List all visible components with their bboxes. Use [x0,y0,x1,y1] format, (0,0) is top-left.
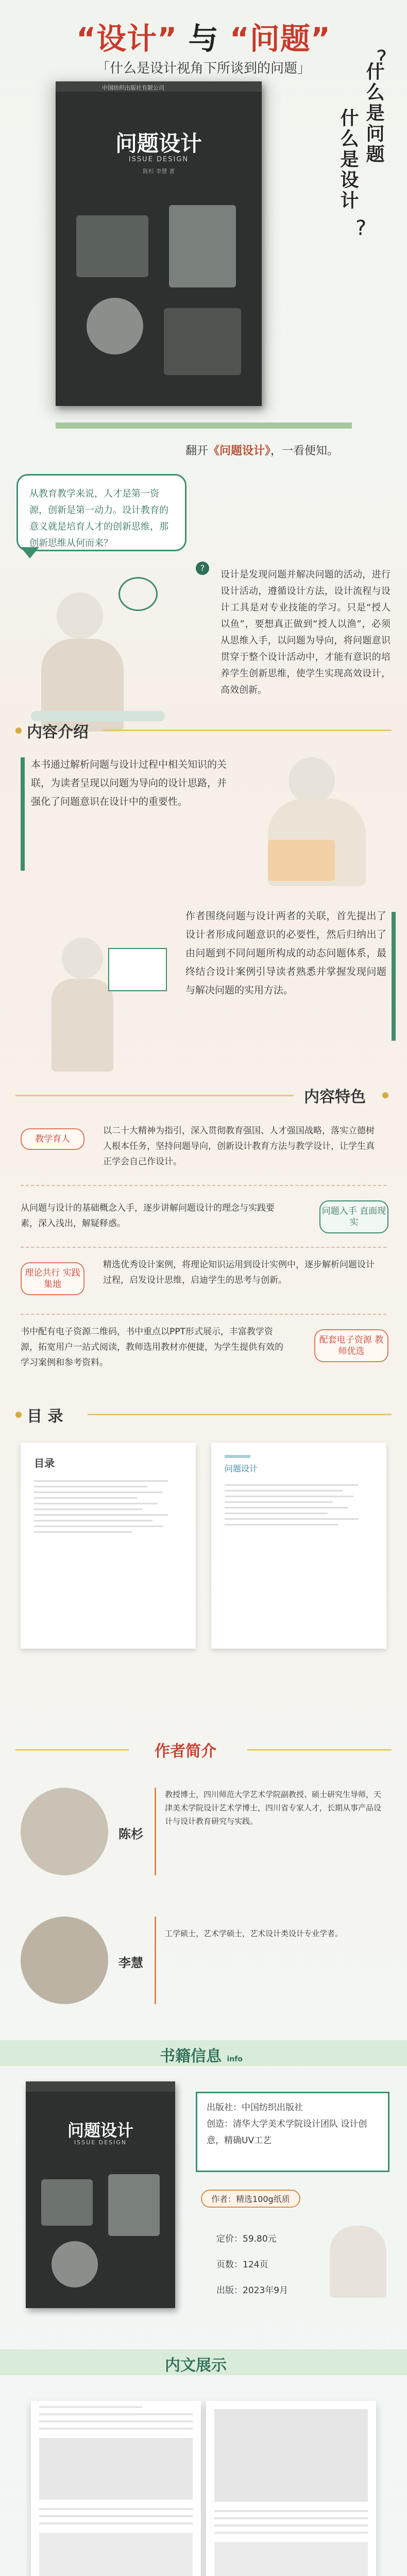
paragraph-bar [392,912,396,1041]
text-line [39,2522,193,2524]
cover-authors: 陈杉 李慧 著 [143,168,175,175]
feature-tag: 教学育人 [21,1128,84,1150]
title-part-design: “设计” [76,21,178,56]
cover-graphic [41,2179,93,2226]
book-cover-small [26,2081,175,2308]
book-info-design: 创造：清华大学美术学院设计团队 设计创意，精确UV工艺 [207,2119,367,2146]
text-line [39,2413,193,2415]
toc-line [225,1496,353,1497]
toc-line [34,1514,168,1516]
thought-bubble [118,577,158,611]
toc-page-left [21,1443,196,1649]
question-icon: ? [196,562,209,575]
author-avatar [21,1917,108,2004]
dashed-divider [21,1314,386,1315]
cover-graphic [52,2241,98,2287]
author-avatar [21,1788,108,1875]
book-info-price [216,2231,277,2247]
book-info-pages [216,2257,268,2273]
vertical-text-problem: 什么是问题 [363,62,384,165]
section-heading-features: 内容特色 [304,1088,366,1106]
section-line [88,1414,392,1415]
toc-right-title: 问题设计 [225,1464,258,1473]
section-line [247,1749,392,1751]
toc-line [225,1507,348,1509]
toc-line [34,1531,132,1533]
pages-value: 124页 [243,2260,268,2270]
speech-bubble-tail [21,547,39,558]
presenter-head [62,938,103,979]
sample-page [31,2401,201,2576]
open-book [268,840,335,881]
sample-page [206,2401,376,2576]
section-heading-samples: 内文展示 [165,2357,227,2375]
toc-line [225,1484,359,1486]
book-info-heading-en: info [227,2055,243,2063]
feature-tag: 理论共行 实践集地 [21,1262,84,1295]
section-heading-authors: 作者简介 [155,1742,216,1760]
paragraph-bar [21,757,25,871]
text-line [214,2517,368,2519]
toc-line [225,1501,333,1503]
cover-title: 问题设计 [67,2121,133,2140]
section-heading-toc: 目 录 [27,1408,63,1426]
reader-head [289,757,335,804]
author-description: 工学硕士，艺术学硕士，艺术设计类设计专业学者。 [165,1929,343,1938]
section-dot [382,1092,388,1098]
question-mark-icon: ? [355,216,367,240]
intro-description: 设计是发现问题并解决问题的活动，进行设计活动，遵循设计方法，设计流程与设计工具是对专业技能的学习。只是“授人以鱼”，要想真正做到“授人以渔”，必须从思维入手，以问题为导向，将问题意识贯穿于整个设计活动中，才能有意识的培养学生创新思维，使学生实现高效设计，高效创新。 [221,569,391,696]
dashed-divider [21,1247,386,1248]
section-line [103,730,392,731]
flip-caption [185,442,338,458]
cover-subtitle: ISSUE DESIGN [128,156,189,163]
toc-page-right [211,1443,386,1649]
sample-image [214,2409,368,2502]
flip-suffix: ，一看便知。 [270,445,339,457]
section-dot [15,727,22,734]
toc-line [34,1503,158,1504]
feature-text: 从问题与设计的基础概念入手，逐步讲解问题设计的理念与实践要素，深入浅出，解疑释惑。 [21,1203,275,1229]
author-name: 李慧 [118,1956,143,1970]
date-value: 2023年9月 [243,2285,289,2296]
text-line [39,2420,193,2422]
feature-text: 书中配有电子资源二维码，书中重点以PPT形式展示，丰富教学资源，拓宽用户一站式阅读，教师选用教材亦便捷，为学生提供有效的学习案例和参考资料。 [21,1327,283,1368]
text-line [39,2508,193,2510]
pages-label: 页数： [216,2260,243,2270]
toc-line [225,1513,328,1514]
flip-book: 《问题设计》 [208,445,271,457]
reading-figure [330,2226,386,2298]
title-part-problem: “问题” [229,21,331,56]
sample-image [39,2438,193,2500]
toc-line [34,1480,168,1482]
vertical-text-design: 什么是设计 [337,108,359,211]
book-info-paper: 作者：精选100g纸质 [201,2190,300,2208]
toc-line [34,1497,137,1499]
thinking-person-head [57,592,103,639]
book-info-heading-text: 书籍信息 [160,2047,222,2065]
cover-subtitle: ISSUE DESIGN [74,2139,127,2146]
price-value: 59.80元 [243,2234,277,2244]
sample-image [214,2542,368,2576]
toc-line [225,1524,338,1526]
content-intro-p2: 作者围绕问题与设计两者的关联，首先提出了设计者形成问题意识的必要性，然后归纳出了由问题到不同问题所构成的动态问题体系，最终结合设计案例引导读者熟悉并掌握发现问题与解决问题的实用方法。 [185,910,386,996]
book-cover [56,81,262,406]
feature-text: 以二十大精神为指引，深入贯彻教育强国、人才强国战略，落实立德树人根本任务，坚持问题导向，创新设计教育方法与教学设计，让学生真正学会自己作设计。 [103,1126,375,1167]
book-info-date [216,2282,288,2299]
toc-left-title: 目录 [34,1457,55,1469]
toc-line [34,1486,147,1487]
text-line [39,2406,142,2408]
cover-topbar [26,2081,175,2092]
section-line [15,1749,129,1751]
toc-line [34,1526,163,1527]
text-line [39,2428,193,2430]
text-line [214,2532,368,2534]
author-divider [155,1788,156,1875]
section-dot [15,1412,22,1418]
accent-bar [56,422,352,429]
section-line [15,1095,294,1096]
board [108,948,167,991]
price-label: 定价： [216,2234,243,2244]
toc-line [225,1490,343,1492]
author-description: 教授博士，四川师范大学艺术学院副教授、硕士研究生导师，天津美术学院设计艺术学博士，四川省专家人才，长期从事产品设计与设计教育研究与实践。 [165,1790,382,1826]
page-subtitle: 「什么是设计视角下所谈到的问题」 [96,61,311,76]
author-divider [155,1917,156,2004]
presenter-body [52,979,113,1072]
text-line [214,2510,368,2512]
cover-graphic [164,308,241,375]
feature-tag: 问题入手 直面现实 [319,1200,388,1233]
section-heading-book-info [160,2043,243,2066]
author-name: 陈杉 [118,1827,143,1841]
title-part-and: 与 [188,21,219,56]
toc-line [34,1509,142,1510]
sample-image [39,2533,193,2576]
section-heading-content-intro: 内容介绍 [27,723,89,741]
text-line [214,2524,368,2527]
cover-graphic [169,205,236,287]
toc-accent [225,1455,250,1458]
page-title [0,14,407,58]
question-mark-icon: ? [376,46,387,70]
feature-tag: 配套电子资源 教师优选 [314,1329,388,1362]
speech-bubble: 从教育教学来说，人才是第一资源，创新是第一动力。设计教育的意义就是培育人才的创新思维，那创新思维从何而来？ [16,474,186,551]
cover-graphic [108,2174,160,2236]
flip-prefix: 翻开 [185,445,209,457]
toc-line [34,1492,163,1493]
date-label: 出版： [216,2285,243,2296]
text-line [39,2515,193,2517]
feature-text: 精选优秀设计案例，将理论知识运用到设计实例中，逐步解析问题设计过程，启发设计思维，启迪学生的思考与创新。 [103,1260,375,1285]
book-info-publisher: 出版社：中国纺织出版社 [207,2103,303,2113]
cover-graphic [87,298,143,354]
toc-line [34,1520,152,1521]
content-intro-p1: 本书通过解析问题与设计过程中相关知识的关联，为读者呈现以问题为导向的设计思路，并强化了问题意识在设计中的重要性。 [31,759,227,807]
dashed-divider [21,1185,386,1186]
cover-publisher: 中国纺织出版社有限公司 [102,84,164,91]
book-info-box [196,2092,389,2172]
toc-line [225,1518,359,1520]
cover-title: 问题设计 [115,131,202,156]
cover-graphic [76,215,148,277]
